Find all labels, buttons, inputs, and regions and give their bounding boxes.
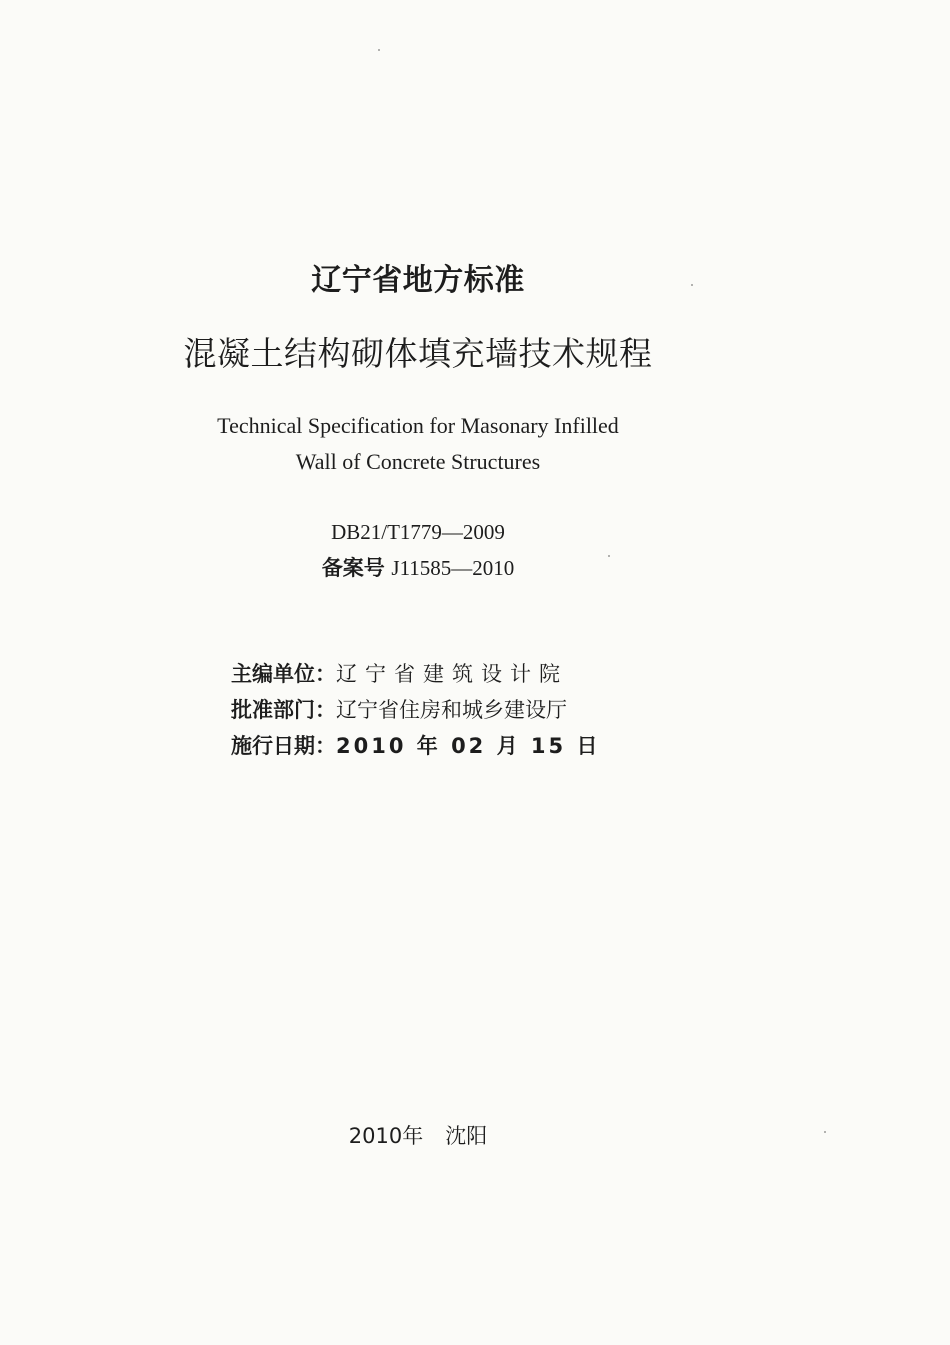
info-row-editor (231, 656, 600, 692)
title-chinese: 混凝土结构砌体填充墙技术规程 (183, 334, 653, 373)
info-label: 施行日期： (231, 734, 336, 758)
scan-speck (691, 284, 693, 286)
info-value: 辽宁省建筑设计院 (336, 662, 568, 686)
info-row-approver (231, 692, 600, 728)
title-english-line-2: Wall of Concrete Structures (295, 449, 541, 474)
standard-code: DB21/T1779—2009 (331, 520, 505, 544)
filing-number: J11585—2010 (391, 556, 515, 580)
info-value: 2010 年 02 月 15 日 (336, 734, 601, 758)
standard-category: 辽宁省地方标准 (311, 263, 525, 298)
info-row-effective-date (231, 728, 600, 764)
title-english (0, 408, 836, 480)
footer-year: 2010年 (348, 1124, 424, 1148)
info-block (231, 656, 600, 764)
publication-footer (0, 1120, 836, 1150)
filing-record (0, 552, 836, 582)
title-english-line-1: Technical Specification for Masonary Infilled (217, 413, 619, 438)
info-label: 批准部门： (231, 698, 336, 722)
filing-label: 备案号 (321, 556, 385, 580)
info-label: 主编单位： (231, 662, 336, 686)
info-value: 辽宁省住房和城乡建设厅 (336, 698, 567, 722)
scan-speck (608, 555, 610, 557)
scan-speck (824, 1131, 826, 1133)
scan-speck (378, 49, 380, 51)
footer-city: 沈阳 (445, 1124, 488, 1148)
